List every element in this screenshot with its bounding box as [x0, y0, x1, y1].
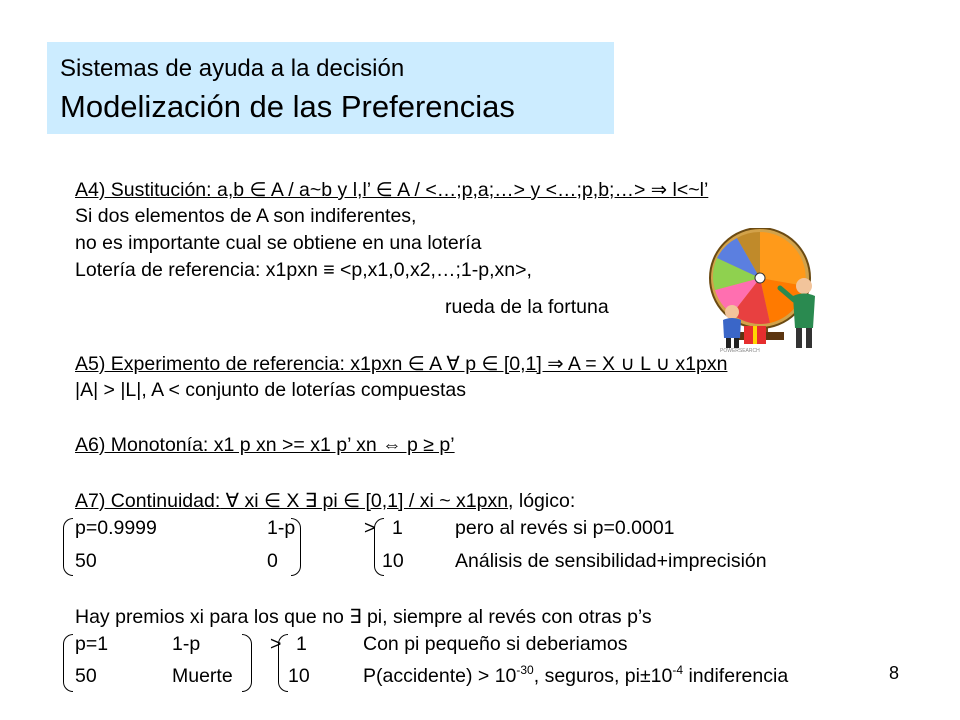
a7-tail: , lógico: — [508, 490, 576, 512]
premios-row2-c4 — [363, 664, 788, 688]
a4-line2: Si dos elementos de A son indiferentes, — [75, 205, 417, 227]
a7-line1 — [75, 489, 575, 513]
premios-line1: Hay premios xi para los que no ∃ pi, siempre al revés con otras p’s — [75, 606, 652, 628]
a7-row2-c4: Análisis de sensibilidad+imprecisión — [455, 550, 767, 572]
a4-line3: no es importante cual se obtiene en una lotería — [75, 232, 482, 254]
premios-right-paren — [242, 634, 252, 692]
premios-row2-c4-b: , seguros, pi±10 — [533, 665, 673, 687]
premios-result-paren — [278, 634, 288, 692]
a4-formula: a,b ∈ A / a~b y l,l’ ∈ A / <…;p,a;…> y <…;p,b;…> ⇒ l<~l’ — [211, 179, 709, 201]
premios-row1-c2: 1-p — [172, 633, 201, 655]
a7-row2-c3: 10 — [382, 550, 404, 572]
a4-line5: rueda de la fortuna — [445, 296, 609, 318]
clipart-caption: POWERSEARCH — [720, 348, 760, 353]
title-box — [47, 42, 614, 134]
a7-label: A7) Continuidad: — [75, 490, 221, 512]
subtitle: Sistemas de ayuda a la decisión — [60, 55, 405, 82]
premios-row2-c4-a: P(accidente) > 10 — [363, 665, 517, 687]
a7-result-paren — [374, 518, 384, 576]
a7-row1-op: > — [364, 517, 376, 539]
premios-row2-c1: 50 — [75, 665, 97, 687]
a5-line1: A5) Experimento de referencia: x1pxn ∈ A ∀ p ∈ [0,1] ⇒ A = X ∪ L ∪ x1pxn — [75, 353, 728, 375]
premios-row2-c4-exp2: -4 — [672, 663, 684, 677]
a7-row1-c4: pero al revés si p=0.0001 — [455, 517, 675, 539]
a4-label: A4) Sustitución: — [75, 179, 212, 201]
page-title: Modelización de las Preferencias — [60, 89, 515, 124]
premios-row2-c4-exp1: -30 — [516, 663, 534, 677]
a4-line4: Lotería de referencia: x1pxn ≡ <p,x1,0,x2,…;1-p,xn>, — [75, 259, 532, 281]
a7-row1-c3: 1 — [392, 517, 403, 539]
a7-row1-c1: p=0.9999 — [75, 517, 157, 539]
a7-row2-c2: 0 — [267, 550, 278, 572]
premios-row2-c3: 10 — [288, 665, 310, 687]
a7-left-paren — [63, 518, 73, 576]
premios-row2-c2: Muerte — [172, 665, 233, 687]
premios-row1-c1: p=1 — [75, 633, 109, 655]
page-number: 8 — [889, 663, 900, 683]
a6-line1: A6) Monotonía: x1 p xn >= x1 p’ xn ⇔ p ≥ p’ — [75, 434, 455, 456]
wheel-of-fortune-icon — [692, 228, 842, 353]
premios-row1-c4: Con pi pequeño si deberiamos — [363, 633, 628, 655]
wheel-of-fortune-clipart — [692, 228, 842, 353]
a7-row1-c2: 1-p — [267, 517, 296, 539]
a7-formula: ∀ xi ∈ X ∃ pi ∈ [0,1] / xi ~ x1pxn — [220, 490, 509, 512]
premios-row1-op: > — [270, 633, 282, 655]
a7-right-paren — [291, 518, 301, 576]
premios-row1-c3: 1 — [296, 633, 307, 655]
premios-row2-c4-c: indiferencia — [683, 665, 789, 687]
a4-line1 — [75, 178, 708, 202]
a5-line2: |A| > |L|, A < conjunto de loterías compuestas — [75, 379, 466, 401]
a7-row2-c1: 50 — [75, 550, 97, 572]
premios-left-paren — [63, 634, 73, 692]
